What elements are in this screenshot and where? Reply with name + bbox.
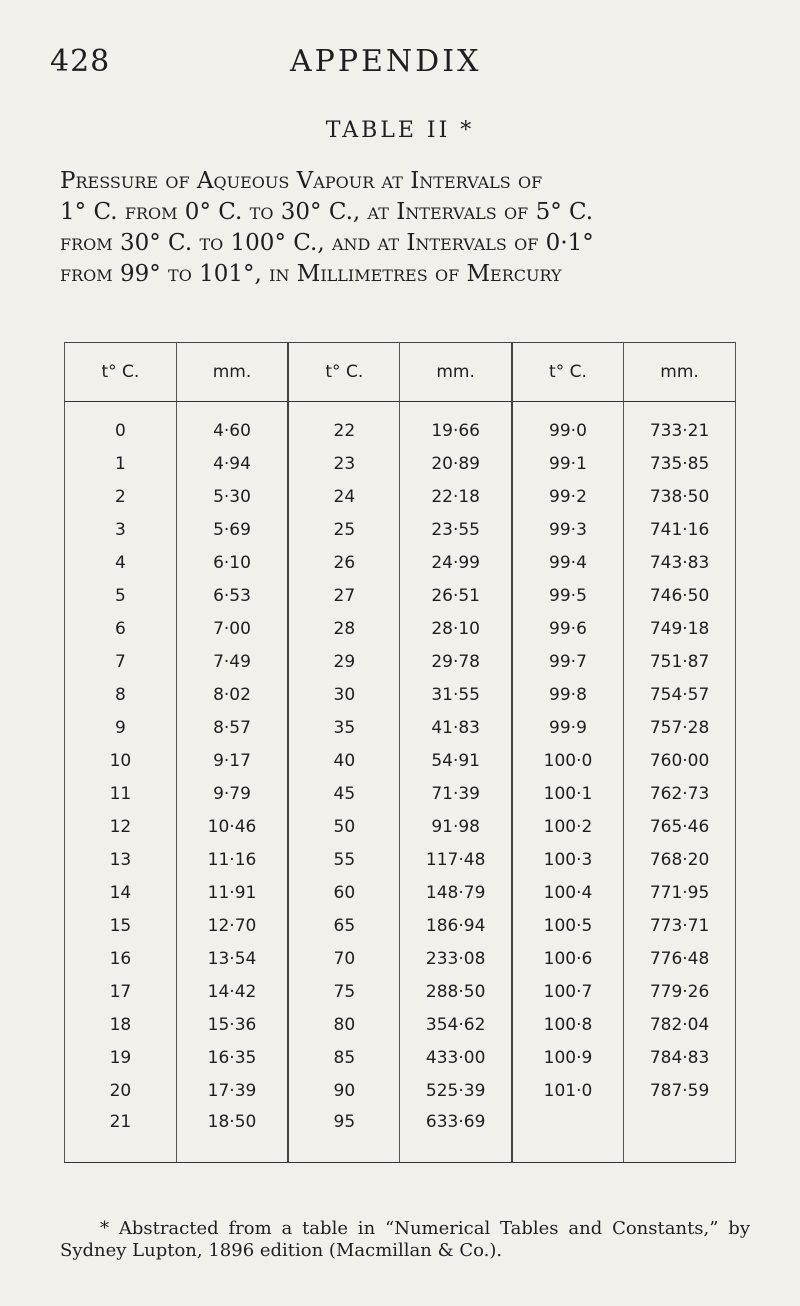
- table-cell: 50: [288, 810, 400, 843]
- table-cell: 75: [288, 975, 400, 1008]
- table-cell: 29·78: [400, 645, 512, 678]
- table-cell: 6·53: [176, 579, 288, 612]
- table-cell: 0: [65, 402, 177, 448]
- page-header: [50, 44, 760, 84]
- table-cell: 23: [288, 447, 400, 480]
- table-cell: 765·46: [624, 810, 736, 843]
- table-cell: 85: [288, 1041, 400, 1074]
- table-row: [65, 612, 736, 645]
- table-cell: 16·35: [176, 1041, 288, 1074]
- table-row: [65, 777, 736, 810]
- table-cell: 40: [288, 744, 400, 777]
- table-cell: 30: [288, 678, 400, 711]
- table-cell: 233·08: [400, 942, 512, 975]
- table-cell: 80: [288, 1008, 400, 1041]
- column-header-mm-2: mm.: [400, 343, 512, 402]
- table-cell: 6: [65, 612, 177, 645]
- table-cell: 99·1: [512, 447, 624, 480]
- table-cell: 782·04: [624, 1008, 736, 1041]
- table-cell: 9·79: [176, 777, 288, 810]
- table-cell: 100·1: [512, 777, 624, 810]
- table-row: [65, 480, 736, 513]
- table-cell: 768·20: [624, 843, 736, 876]
- table-row: [65, 1074, 736, 1107]
- table-cell: 354·62: [400, 1008, 512, 1041]
- table-cell: 12: [65, 810, 177, 843]
- table-label: TABLE II *: [325, 118, 475, 143]
- table-cell: 65: [288, 909, 400, 942]
- table-cell: 24: [288, 480, 400, 513]
- table-cell: 99·5: [512, 579, 624, 612]
- column-header-temp-1: t° C.: [65, 343, 177, 402]
- table-cell: 8·57: [176, 711, 288, 744]
- table-cell: 100·2: [512, 810, 624, 843]
- table-cell: 35: [288, 711, 400, 744]
- table-cell: 14·42: [176, 975, 288, 1008]
- table-cell: 6·10: [176, 546, 288, 579]
- table-row: [65, 1041, 736, 1074]
- footnote: * Abstracted from a table in “Numerical Tables and Constants,” by Sydney Lupton, 1896 edition (Macmillan & Co.).: [60, 1218, 750, 1261]
- page-number: 428: [50, 44, 111, 79]
- table-cell: 99·4: [512, 546, 624, 579]
- table-cell: 100·6: [512, 942, 624, 975]
- column-header-temp-3: t° C.: [512, 343, 624, 402]
- table-cell: 741·16: [624, 513, 736, 546]
- table-cell: 21: [65, 1107, 177, 1163]
- table-cell: 24·99: [400, 546, 512, 579]
- table-cell: 12·70: [176, 909, 288, 942]
- table-row: [65, 876, 736, 909]
- table-cell: 99·2: [512, 480, 624, 513]
- table-cell: 779·26: [624, 975, 736, 1008]
- table-cell: 26: [288, 546, 400, 579]
- table-cell: 633·69: [400, 1107, 512, 1163]
- table-cell: 5·69: [176, 513, 288, 546]
- table-cell: 733·21: [624, 402, 736, 448]
- table-row: [65, 1008, 736, 1041]
- table-cell: 4·94: [176, 447, 288, 480]
- table-cell: 22: [288, 402, 400, 448]
- table-cell: 19·66: [400, 402, 512, 448]
- vapour-pressure-table: [64, 342, 736, 1163]
- table-cell: 743·83: [624, 546, 736, 579]
- table-cell: 2: [65, 480, 177, 513]
- table-row: [65, 711, 736, 744]
- table-cell: 771·95: [624, 876, 736, 909]
- table-cell: 16: [65, 942, 177, 975]
- table-cell: 100·9: [512, 1041, 624, 1074]
- table-row: [65, 678, 736, 711]
- table-cell: 60: [288, 876, 400, 909]
- table-row: [65, 447, 736, 480]
- table-cell: 11·91: [176, 876, 288, 909]
- table-title-line: Pressure of Aqueous Vapour at Intervals of: [60, 168, 543, 194]
- table-cell: 14: [65, 876, 177, 909]
- table-cell: 22·18: [400, 480, 512, 513]
- table-cell: 70: [288, 942, 400, 975]
- table-cell: 117·48: [400, 843, 512, 876]
- table-row: [65, 744, 736, 777]
- table-cell: 773·71: [624, 909, 736, 942]
- table-row: [65, 402, 736, 448]
- table-cell: [624, 1107, 736, 1163]
- table-cell: 41·83: [400, 711, 512, 744]
- table-cell: 288·50: [400, 975, 512, 1008]
- table-row: [65, 546, 736, 579]
- table-row: [65, 843, 736, 876]
- column-header-mm-3: mm.: [624, 343, 736, 402]
- table-cell: 17: [65, 975, 177, 1008]
- table-cell: 11: [65, 777, 177, 810]
- table-cell: 754·57: [624, 678, 736, 711]
- table-cell: 5·30: [176, 480, 288, 513]
- table-cell: 8: [65, 678, 177, 711]
- table-cell: 751·87: [624, 645, 736, 678]
- table-row: [65, 942, 736, 975]
- table-cell: 45: [288, 777, 400, 810]
- table-cell: 784·83: [624, 1041, 736, 1074]
- table-cell: 71·39: [400, 777, 512, 810]
- table-cell: 18: [65, 1008, 177, 1041]
- table-cell: 99·8: [512, 678, 624, 711]
- table-cell: 433·00: [400, 1041, 512, 1074]
- table-row: [65, 513, 736, 546]
- table-cell: 9: [65, 711, 177, 744]
- table-cell: 27: [288, 579, 400, 612]
- table-cell: 99·9: [512, 711, 624, 744]
- table-cell: 18·50: [176, 1107, 288, 1163]
- table-cell: 13: [65, 843, 177, 876]
- table-cell: 99·7: [512, 645, 624, 678]
- table-cell: 787·59: [624, 1074, 736, 1107]
- running-head: APPENDIX: [290, 44, 482, 79]
- table-cell: 90: [288, 1074, 400, 1107]
- table-cell: [512, 1107, 624, 1163]
- table-body: [65, 402, 736, 1163]
- table-cell: 10·46: [176, 810, 288, 843]
- table-cell: 15·36: [176, 1008, 288, 1041]
- table-cell: 7·49: [176, 645, 288, 678]
- table-cell: 99·6: [512, 612, 624, 645]
- table-cell: 1: [65, 447, 177, 480]
- table-header: [65, 343, 736, 402]
- table-title-line: from 99° to 101°, in Millimetres of Mercury: [60, 261, 562, 287]
- table-cell: 101·0: [512, 1074, 624, 1107]
- table-cell: 100·5: [512, 909, 624, 942]
- table-cell: 28: [288, 612, 400, 645]
- table-cell: 31·55: [400, 678, 512, 711]
- table-cell: 525·39: [400, 1074, 512, 1107]
- table-cell: 54·91: [400, 744, 512, 777]
- table-cell: 25: [288, 513, 400, 546]
- table-title-line: from 30° C. to 100° C., and at Intervals of 0·1°: [60, 230, 594, 256]
- table-cell: 95: [288, 1107, 400, 1163]
- table-cell: 100·3: [512, 843, 624, 876]
- table-cell: 26·51: [400, 579, 512, 612]
- table-row: [65, 1107, 736, 1163]
- table-cell: 762·73: [624, 777, 736, 810]
- table-cell: 4·60: [176, 402, 288, 448]
- table-cell: 8·02: [176, 678, 288, 711]
- table-cell: 29: [288, 645, 400, 678]
- column-header-mm-1: mm.: [176, 343, 288, 402]
- table-cell: 10: [65, 744, 177, 777]
- table-cell: 9·17: [176, 744, 288, 777]
- table-cell: 11·16: [176, 843, 288, 876]
- column-header-temp-2: t° C.: [288, 343, 400, 402]
- table-cell: 20·89: [400, 447, 512, 480]
- table-cell: 20: [65, 1074, 177, 1107]
- table-cell: 757·28: [624, 711, 736, 744]
- table-cell: 4: [65, 546, 177, 579]
- table-cell: 91·98: [400, 810, 512, 843]
- table-row: [65, 579, 736, 612]
- table-cell: 19: [65, 1041, 177, 1074]
- table-row: [65, 909, 736, 942]
- table-cell: 760·00: [624, 744, 736, 777]
- table-cell: 148·79: [400, 876, 512, 909]
- table-cell: 99·0: [512, 402, 624, 448]
- table-cell: 186·94: [400, 909, 512, 942]
- table-cell: 776·48: [624, 942, 736, 975]
- table-cell: 100·0: [512, 744, 624, 777]
- table-title: [60, 166, 750, 290]
- table-cell: 738·50: [624, 480, 736, 513]
- table-cell: 17·39: [176, 1074, 288, 1107]
- table-cell: 100·4: [512, 876, 624, 909]
- table-cell: 735·85: [624, 447, 736, 480]
- table-row: [65, 810, 736, 843]
- table-cell: 15: [65, 909, 177, 942]
- table-cell: 7: [65, 645, 177, 678]
- table-title-line: 1° C. from 0° C. to 30° C., at Intervals of 5° C.: [60, 199, 594, 225]
- table-cell: 99·3: [512, 513, 624, 546]
- table-cell: 55: [288, 843, 400, 876]
- table-cell: 3: [65, 513, 177, 546]
- table-cell: 28·10: [400, 612, 512, 645]
- table-cell: 7·00: [176, 612, 288, 645]
- table-row: [65, 975, 736, 1008]
- table-cell: 100·8: [512, 1008, 624, 1041]
- table-row: [65, 645, 736, 678]
- table-cell: 23·55: [400, 513, 512, 546]
- table-cell: 5: [65, 579, 177, 612]
- table-cell: 13·54: [176, 942, 288, 975]
- table-cell: 100·7: [512, 975, 624, 1008]
- table-cell: 749·18: [624, 612, 736, 645]
- table-cell: 746·50: [624, 579, 736, 612]
